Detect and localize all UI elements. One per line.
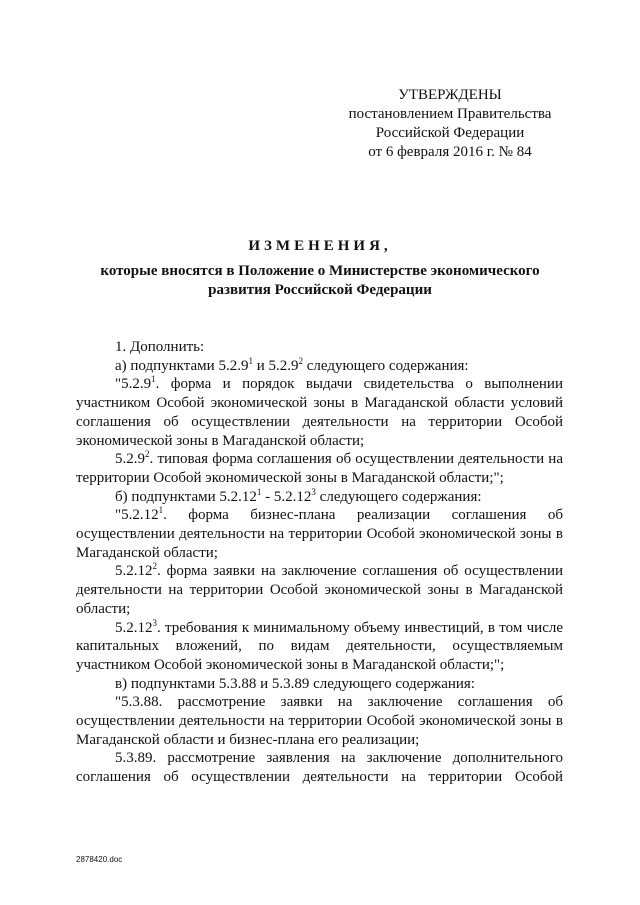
superscript: 1 (158, 505, 164, 516)
paragraph-text: 5.3.89. рассмотрение заявления на заключение дополнительного соглашения об осуществлении деятельности на территории Особой (76, 750, 563, 786)
paragraph-text: 1. Дополнить: (115, 339, 205, 355)
superscript: 2 (145, 449, 150, 460)
paragraph (76, 675, 563, 694)
document-body (76, 338, 563, 787)
paragraph (76, 693, 563, 749)
paragraph-text: . требования к минимальному объему инвестиций, в том числе капитальных вложений, по видам деятельности, осуществляемым участником Особой экономической зоны в Магаданской области;"; (76, 619, 563, 673)
paragraph-text: и 5.2.9 (252, 357, 299, 374)
paragraph (76, 506, 563, 562)
approval-block (320, 86, 580, 162)
paragraph-text: 5.2.12 (115, 619, 153, 636)
paragraph-text: . типовая форма соглашения об осуществлении деятельности на территории Особой экономической зоны в Магаданской области;"; (76, 451, 563, 486)
approval-line: постановлением Правительства (348, 106, 552, 122)
paragraph-text: б) подпунктами 5.2.12 (115, 488, 257, 505)
paragraph (76, 749, 563, 786)
paragraph-text: 5.2.9 (115, 451, 145, 468)
paragraph-text: . форма и порядок выдачи свидетельства о выполнении участником Особой экономической зоны в Магаданской области условий соглашения об осуществлении деятельности на территории Особой экономической зоны в Магаданской области; (76, 376, 563, 449)
paragraph-text: следующего содержания: (302, 357, 469, 374)
document-title: ИЗМЕНЕНИЯ, (248, 238, 392, 254)
paragraph-text: - 5.2.12 (261, 488, 312, 505)
document-subtitle (80, 262, 560, 300)
file-name-footer: 2878420.doc (76, 855, 123, 864)
paragraph-text: в) подпунктами 5.3.88 и 5.3.89 следующего содержания: (115, 675, 475, 692)
paragraph (76, 357, 563, 376)
paragraph-text: следующего содержания: (315, 488, 482, 505)
paragraph (76, 488, 563, 507)
subtitle-line: которые вносятся в Положение о Министерстве экономического (100, 263, 540, 279)
approval-line: Российской Федерации (375, 125, 525, 141)
superscript: 2 (298, 355, 303, 366)
paragraph-text: а) подпунктами 5.2.9 (115, 357, 249, 374)
paragraph-text: 5.2.12 (115, 563, 153, 580)
paragraph-text: . форма бизнес-плана реализации соглашения об осуществлении деятельности на территории Особой экономической зоны в Магаданской области; (76, 507, 563, 561)
paragraph (76, 450, 563, 487)
superscript: 3 (152, 617, 157, 628)
subtitle-line: развития Российской Федерации (208, 282, 432, 298)
paragraph (76, 338, 563, 357)
approval-title: УТВЕРЖДЕНЫ (398, 87, 502, 103)
paragraph (76, 375, 563, 450)
superscript: 1 (248, 355, 253, 366)
paragraph-text: "5.3.88. рассмотрение заявки на заключение соглашения об осуществлении деятельности на территории Особой экономической зоны в Магаданской области и бизнес-плана его реализации; (76, 694, 563, 748)
paragraph (76, 562, 563, 618)
approval-date: от 6 февраля 2016 г. № 84 (368, 144, 532, 160)
superscript: 2 (152, 561, 157, 572)
superscript: 1 (256, 486, 262, 497)
paragraph-text: . форма заявки на заключение соглашения об осуществлении деятельности на территории Особой экономической зоны в Магаданской области; (76, 563, 563, 617)
paragraph (76, 619, 563, 675)
paragraph-text: "5.2.9 (115, 376, 152, 393)
superscript: 3 (311, 486, 316, 497)
paragraph-text: "5.2.12 (115, 507, 159, 524)
superscript: 1 (151, 374, 156, 385)
